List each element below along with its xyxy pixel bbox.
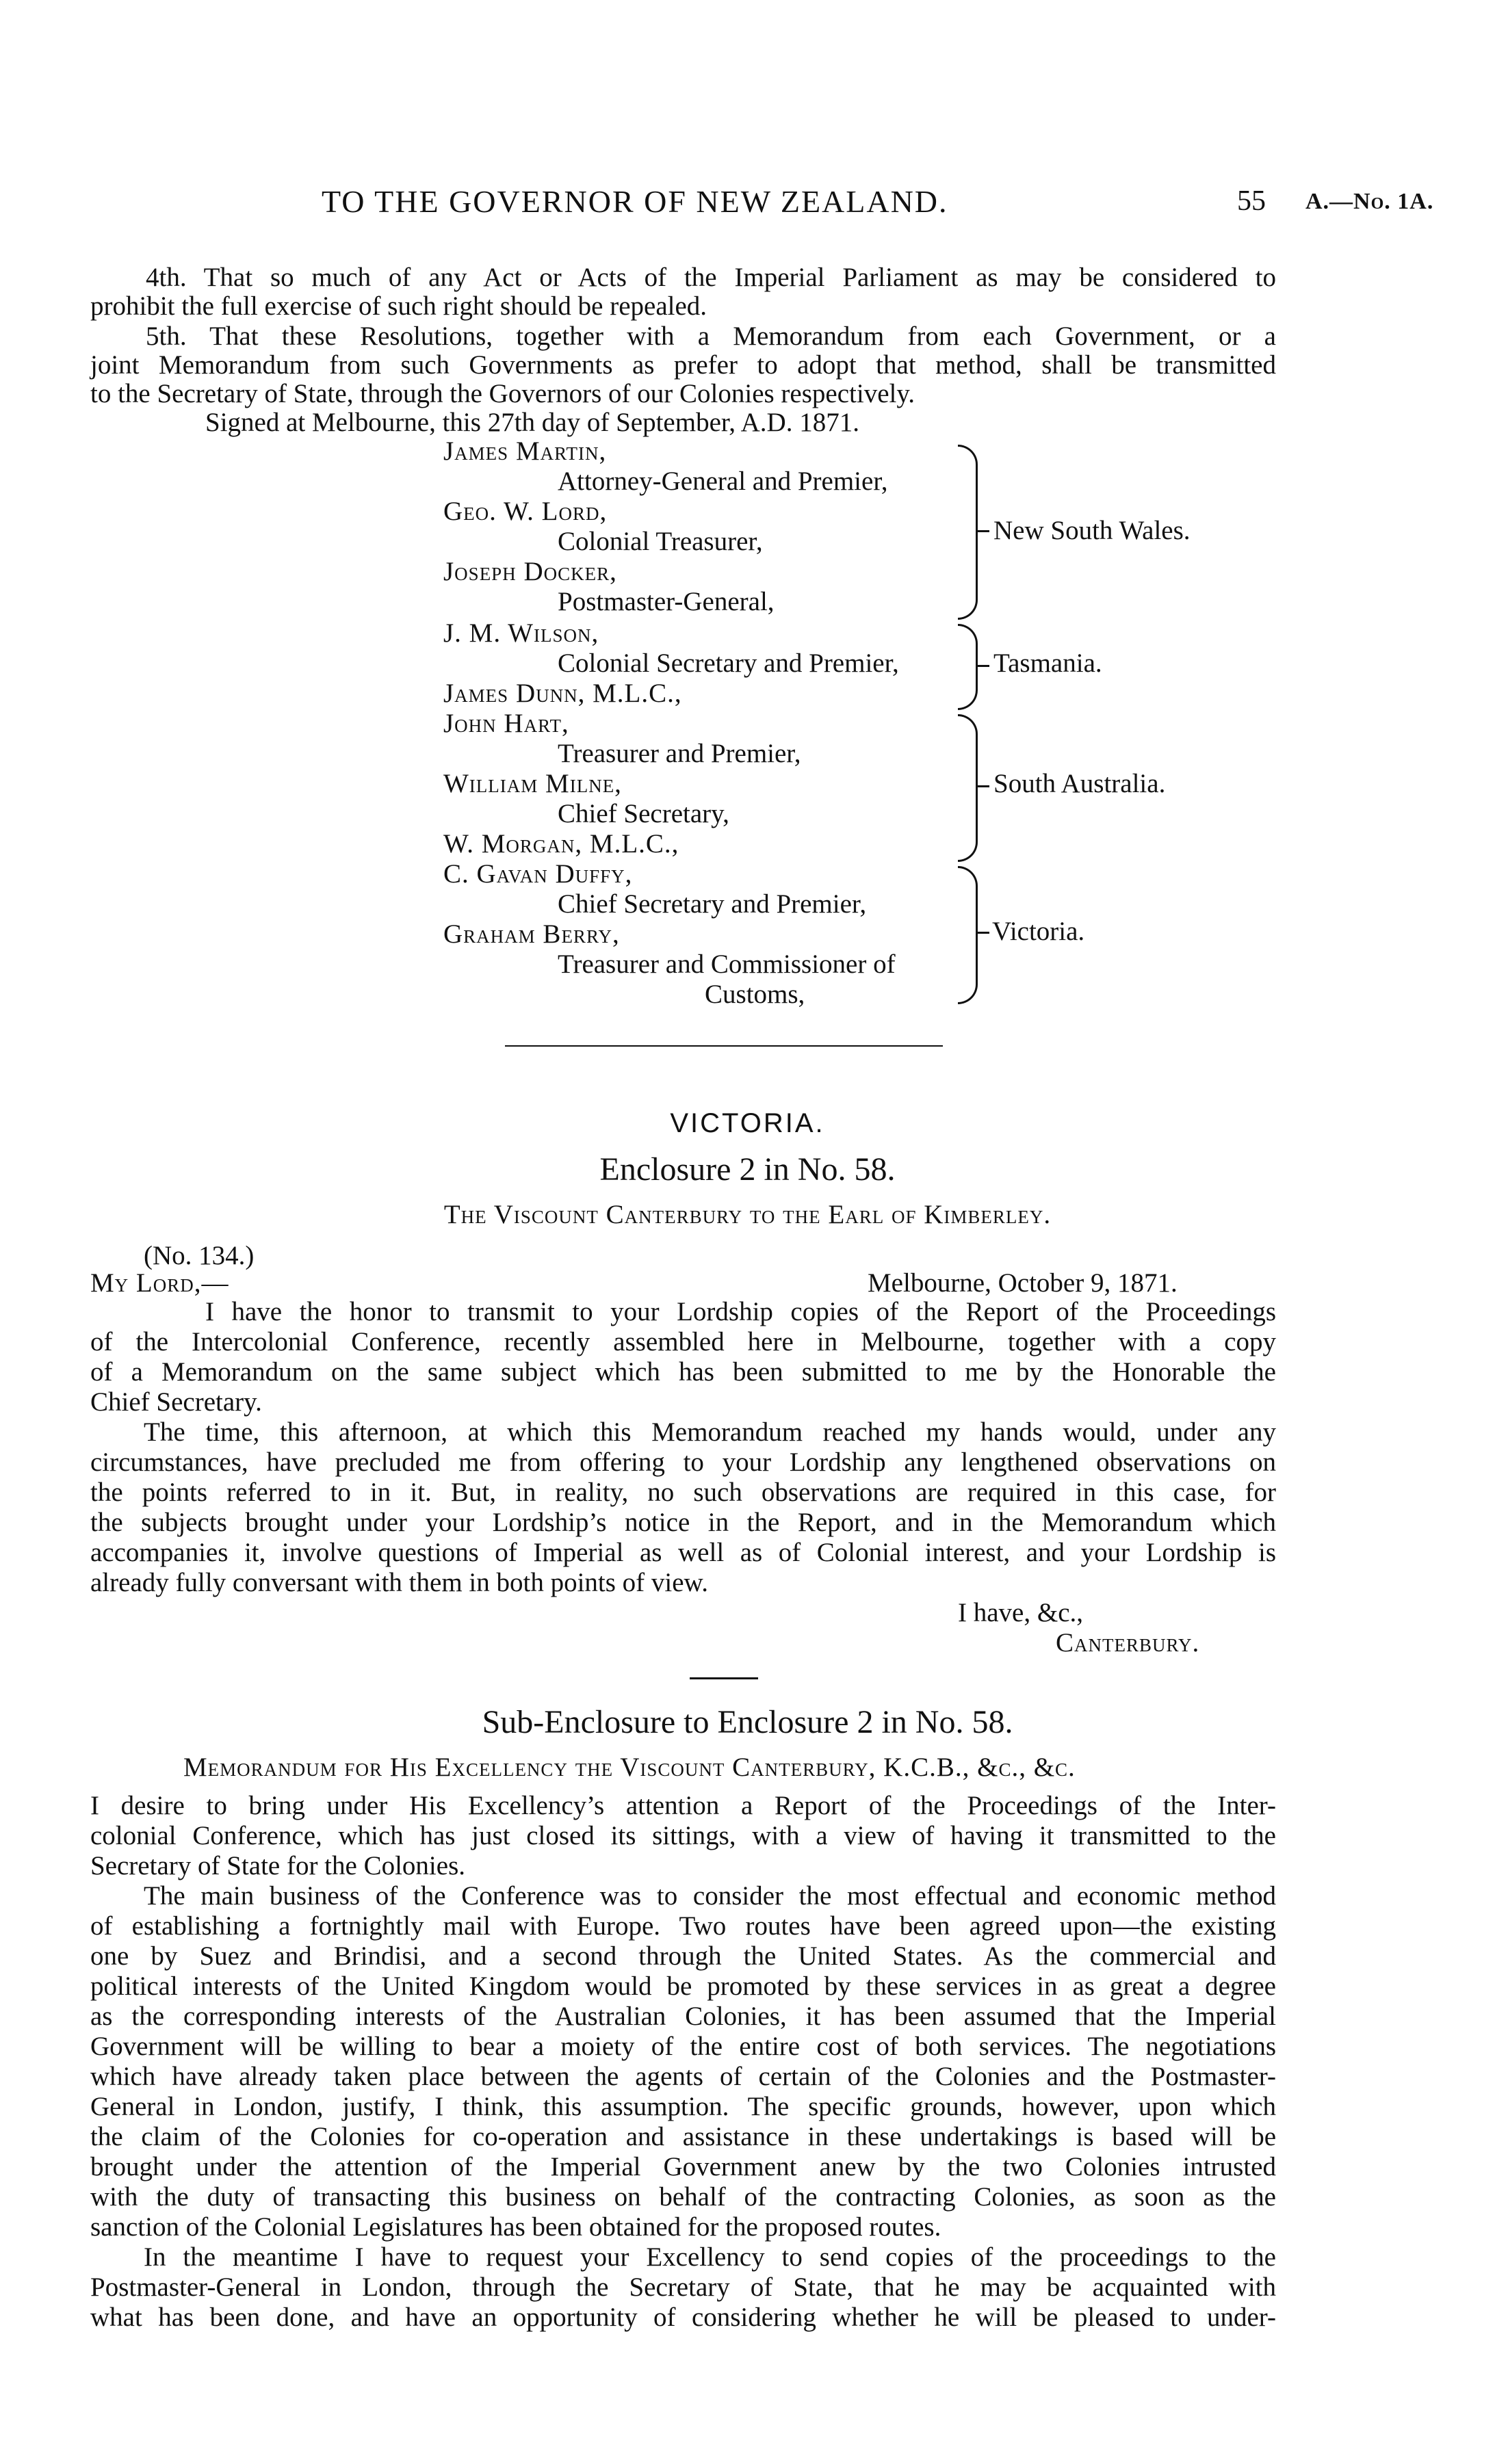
letter-line: of the Intercolonial Conference, recently assembled here in Melbourne, together with a copy [90, 1327, 1276, 1356]
colony-label: South Australia. [993, 769, 1166, 798]
memo-line: brought under the attention of the Imperial Government anew by the two Colonies intrusted [90, 2152, 1276, 2181]
colony-label: New South Wales. [993, 516, 1191, 545]
enclosure-heading: Enclosure 2 in No. 58. [599, 1151, 896, 1188]
memo-line: The main business of the Conference was to consider the most effectual and economic method [144, 1881, 1276, 1911]
memo-line: as the corresponding interests of the Australian Colonies, it has been assumed that the Imperial [90, 2002, 1276, 2031]
signing-statement: Signed at Melbourne, this 27th day of September, A.D. 1871. [205, 408, 859, 437]
signatory-title: Customs, [705, 980, 805, 1009]
resolution-5-line-3: to the Secretary of State, through the Governors of our Colonies respectively. [90, 379, 915, 408]
brace-new-south-wales [958, 445, 978, 620]
resolution-4-line-1: 4th. That so much of any Act or Acts of the Imperial Parliament as may be considered to [146, 263, 1276, 292]
brace-tip [977, 530, 989, 532]
signatory-name: Geo. W. Lord, [443, 497, 608, 526]
memo-line: the claim of the Colonies for co-operation and assistance in these undertakings is based will be [90, 2122, 1276, 2151]
letter-closing: I have, &c., [958, 1598, 1084, 1627]
letter-line: the points referred to in it. But, in reality, no such observations are required in this case, for [90, 1478, 1276, 1507]
resolution-5-line-1: 5th. That these Resolutions, together with a Memorandum from each Government, or a [146, 322, 1276, 351]
page-number: 55 [1237, 185, 1266, 217]
memo-line: General in London, justify, I think, this assumption. The specific grounds, however, upon which [90, 2092, 1276, 2121]
brace-tip [977, 665, 989, 667]
letter-line: circumstances, have precluded me from offering to your Lordship any lengthened observations on [90, 1447, 1276, 1477]
memo-line: which have already taken place between the agents of certain of the Colonies and the Postmaster- [90, 2062, 1276, 2091]
signatory-title: Treasurer and Premier, [558, 739, 801, 768]
salutation: My Lord,— [90, 1268, 229, 1298]
brace-tip [977, 932, 989, 934]
signatory-title: Treasurer and Commissioner of [558, 949, 896, 979]
memo-line: with the duty of transacting this business on behalf of the contracting Colonies, as soon as the [90, 2182, 1276, 2212]
signatory-name: J. M. Wilson, [443, 618, 599, 648]
section-heading-victoria: VICTORIA. [670, 1108, 825, 1138]
colony-label: Victoria. [992, 917, 1085, 946]
brace-victoria [958, 866, 978, 1004]
memo-line: colonial Conference, which has just closed its sittings, with a view of having it transmitted to the [90, 1821, 1276, 1850]
memo-line: what has been done, and have an opportunity of considering whether he will be pleased to under- [90, 2303, 1276, 2332]
signatory-title: Chief Secretary, [558, 799, 729, 828]
colony-label: Tasmania. [993, 648, 1102, 678]
memo-line: of establishing a fortnightly mail with Europe. Two routes have been agreed upon—the existing [90, 1911, 1276, 1941]
memorandum-title: Memorandum for His Excellency the Viscount Canterbury, K.C.B., &c., &c. [183, 1753, 1076, 1782]
resolution-5-line-2: joint Memorandum from such Governments as prefer to adopt that method, shall be transmitted [90, 350, 1276, 380]
running-title: TO THE GOVERNOR OF NEW ZEALAND. [322, 184, 948, 219]
letter-line: I have the honor to transmit to your Lordship copies of the Report of the Proceedings [205, 1297, 1276, 1326]
signatory-name: James Dunn, M.L.C., [443, 679, 682, 708]
letter-from-to: The Viscount Canterbury to the Earl of Kimberley. [443, 1200, 1052, 1229]
letter-line: already fully conversant with them in both points of view. [90, 1568, 708, 1597]
place-date: Melbourne, October 9, 1871. [868, 1268, 1178, 1298]
memo-line: Secretary of State for the Colonies. [90, 1851, 465, 1880]
memo-line: one by Suez and Brindisi, and a second through the United States. As the commercial and [90, 1941, 1276, 1971]
signatory-title: Chief Secretary and Premier, [558, 889, 867, 919]
memo-line: Government will be willing to bear a moiety of the entire cost of both services. The negotiations [90, 2032, 1276, 2061]
letter-line: of a Memorandum on the same subject which has been submitted to me by the Honorable the [90, 1357, 1276, 1387]
memo-line: In the meantime I have to request your Excellency to send copies of the proceedings to the [144, 2242, 1276, 2272]
signatory-title: Attorney-General and Premier, [558, 467, 888, 496]
despatch-number: (No. 134.) [144, 1241, 255, 1270]
memo-line: sanction of the Colonial Legislatures has been obtained for the proposed routes. [90, 2212, 941, 2242]
brace-south-australia [958, 714, 978, 862]
signatory-name: James Martin, [443, 436, 607, 466]
signatory-name: John Hart, [443, 709, 569, 738]
signatory-name: Joseph Docker, [443, 557, 617, 586]
signatory-title: Colonial Treasurer, [558, 527, 763, 556]
letter-line: accompanies it, involve questions of Imperial as well as of Colonial interest, and your Lordship is [90, 1538, 1276, 1567]
section-divider [505, 1045, 943, 1047]
short-rule [690, 1677, 758, 1679]
signatory-name: W. Morgan, M.L.C., [443, 829, 679, 859]
document-reference: A.—No. 1A. [1305, 189, 1434, 214]
signatory-name: C. Gavan Duffy, [443, 859, 633, 889]
signatory-name: Graham Berry, [443, 919, 620, 949]
brace-tasmania [958, 624, 978, 710]
memo-line: Postmaster-General in London, through the Secretary of State, that he may be acquainted with [90, 2272, 1276, 2302]
memo-line: political interests of the United Kingdom would be promoted by these services in as great a degree [90, 1971, 1276, 2001]
letter-signature: Canterbury. [1056, 1628, 1200, 1657]
signatory-title: Colonial Secretary and Premier, [558, 648, 899, 678]
brace-tip [977, 785, 989, 787]
resolution-4-line-2: prohibit the full exercise of such right should be repealed. [90, 291, 707, 321]
signatory-title: Postmaster-General, [558, 587, 775, 616]
letter-line: the subjects brought under your Lordship’s notice in the Report, and in the Memorandum which [90, 1508, 1276, 1537]
letter-line: Chief Secretary. [90, 1387, 262, 1417]
memo-line: I desire to bring under His Excellency’s attention a Report of the Proceedings of the Inter- [90, 1791, 1276, 1820]
signatory-name: William Milne, [443, 769, 622, 798]
letter-line: The time, this afternoon, at which this Memorandum reached my hands would, under any [144, 1417, 1276, 1447]
sub-enclosure-heading: Sub-Enclosure to Enclosure 2 in No. 58. [482, 1704, 1013, 1740]
